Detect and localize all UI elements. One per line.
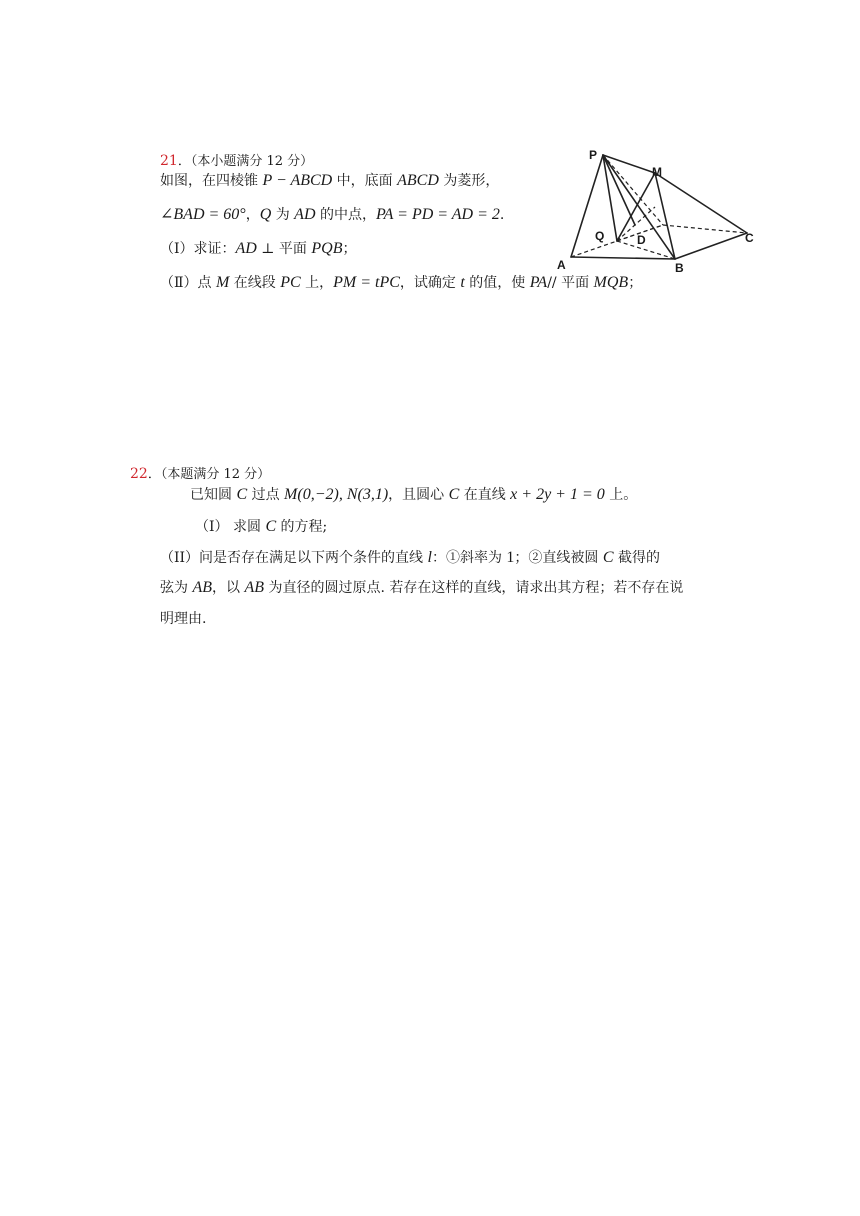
- q21-text: // 平面: [547, 275, 594, 291]
- q21-math: PM = tPC: [333, 274, 400, 291]
- q22-text: 截得的: [613, 550, 660, 566]
- edge-DC-dashed: [663, 225, 747, 233]
- q21-text: 中，底面: [332, 173, 398, 189]
- edge-AB: [571, 257, 675, 259]
- q21-score-note: ．（本小题满分 12 分）: [177, 154, 314, 169]
- q21-text: 的值，使: [464, 275, 530, 291]
- q21-math: PQB: [311, 240, 343, 257]
- q22-math: C: [602, 549, 614, 566]
- q22-text: 过点: [247, 487, 285, 503]
- q21-text: ，: [245, 207, 260, 223]
- q22-math: C: [265, 518, 277, 535]
- q21-math: AD: [235, 240, 257, 257]
- q22-math: l: [427, 549, 432, 566]
- q22-text: 在直线: [459, 487, 511, 503]
- label-M: M: [652, 165, 662, 179]
- edge-QM-dashed: [617, 207, 655, 241]
- q21-text: ，试确定: [399, 275, 461, 291]
- q21-math: PA: [529, 274, 548, 291]
- q21-text: （Ⅱ）点: [160, 275, 216, 291]
- label-A: A: [557, 258, 566, 272]
- q22-text: （I） 求圆: [195, 519, 266, 535]
- q22-part-2-line-2: [160, 579, 683, 597]
- q22-math: C: [236, 486, 248, 503]
- q22-text: 已知圆: [190, 487, 237, 503]
- q22-text: 弦为: [160, 580, 193, 596]
- label-C: C: [745, 231, 754, 245]
- q21-text: .: [499, 207, 505, 223]
- edge-PQ: [603, 155, 617, 241]
- q21-number: 21: [160, 153, 178, 169]
- q22-text: 明理由.: [160, 611, 207, 627]
- q22-math: AB: [192, 579, 212, 596]
- label-D: D: [637, 233, 646, 247]
- q22-text: ；②直线被圆: [514, 550, 603, 566]
- q21-statement-line-1: [160, 172, 499, 190]
- q21-math: AD: [294, 206, 316, 223]
- edge-QB-dashed: [617, 241, 675, 259]
- label-Q: Q: [595, 229, 605, 243]
- q22-part-1: [195, 518, 327, 536]
- q21-text: 在线段: [229, 275, 281, 291]
- q21-text: ；: [628, 275, 643, 291]
- q21-math: Q: [259, 206, 272, 223]
- q21-math: PC: [280, 274, 301, 291]
- q21-text: ；: [342, 241, 357, 257]
- q21-math: PA = PD = AD = 2: [375, 206, 500, 223]
- q21-text: 为: [271, 207, 295, 223]
- q22-number: 22: [130, 466, 148, 482]
- q21-part-2: [160, 274, 642, 292]
- label-P: P: [589, 148, 598, 162]
- q21-math: MQB: [593, 274, 629, 291]
- edge-BC: [675, 233, 747, 259]
- q22-math: x + 2y + 1 = 0: [510, 486, 605, 503]
- q21-header-line: [160, 152, 313, 171]
- q21-text: 为菱形，: [438, 173, 500, 189]
- q22-score-note: ．（本题满分 12 分）: [147, 467, 271, 482]
- q21-part-1: [160, 240, 357, 258]
- q21-math: ABCD: [397, 172, 439, 189]
- label-B: B: [675, 261, 684, 275]
- q22-math: 1: [506, 549, 515, 566]
- q21-math: M: [215, 274, 230, 291]
- q22-text: （II）问是否存在满足以下两个条件的直线: [160, 550, 428, 566]
- q22-text: 为直径的圆过原点. 若存在这样的直线，请求出其方程；若不存在说: [264, 580, 684, 596]
- q22-text: 上。: [604, 487, 638, 503]
- q21-math: ∠BAD = 60°: [160, 206, 246, 223]
- q22-text: ：①斜率为: [431, 550, 507, 566]
- q22-text: ，且圆心: [388, 487, 449, 503]
- q22-math: C: [448, 486, 460, 503]
- edge-PQ-inner: [603, 155, 635, 225]
- q22-text: ，以: [212, 580, 245, 596]
- edge-MC: [655, 173, 747, 233]
- q21-statement-line-2: [160, 206, 504, 224]
- q21-math: t: [460, 274, 465, 291]
- q21-text: 如图，在四棱锥: [160, 173, 263, 189]
- q22-statement-line-1: [190, 486, 637, 504]
- q21-math: P − ABCD: [262, 172, 333, 189]
- q22-text: 的方程;: [276, 519, 328, 535]
- q21-text: ⊥ 平面: [256, 241, 312, 257]
- edge-MB: [655, 173, 675, 259]
- q21-text: 的中点，: [315, 207, 376, 223]
- q22-header-line: [130, 465, 270, 484]
- q22-math: M(0,−2), N(3,1): [284, 486, 389, 503]
- q22-math: AB: [244, 579, 264, 596]
- q21-text: （Ⅰ）求证：: [160, 241, 236, 257]
- q22-part-2: [160, 549, 660, 567]
- q21-text: 上，: [300, 275, 334, 291]
- q22-part-2-line-3: [160, 610, 206, 628]
- pyramid-figure: [555, 145, 765, 275]
